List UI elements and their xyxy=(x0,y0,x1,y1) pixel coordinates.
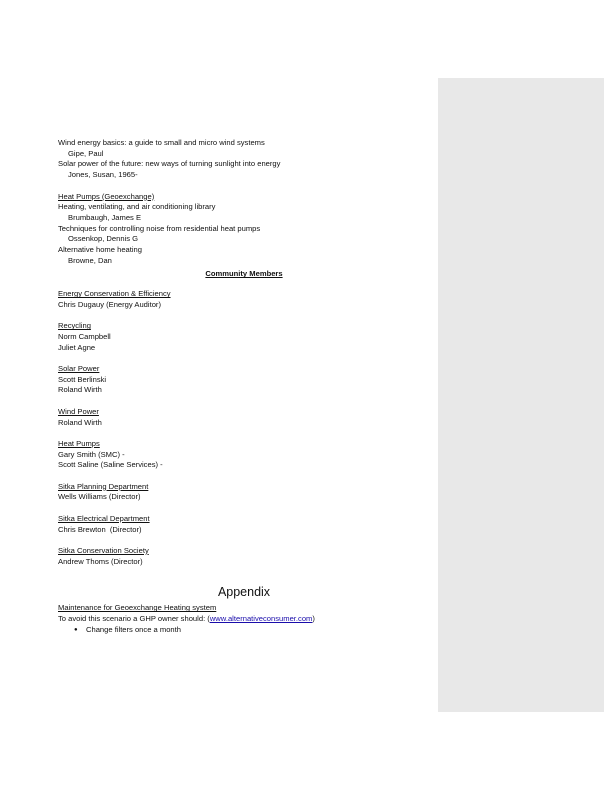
community-group xyxy=(58,364,430,396)
book-author: Brumbaugh, James E xyxy=(68,212,142,222)
community-group xyxy=(58,439,430,471)
book-author: Ossenkop, Dennis G xyxy=(68,234,139,244)
book-title: Techniques for controlling noise from residential heat pumps xyxy=(58,223,261,233)
member-name: Roland Wirth xyxy=(58,385,102,395)
book-list-renewables xyxy=(58,138,430,181)
appendix-title: Appendix xyxy=(217,585,271,600)
group-heading: Recycling xyxy=(58,321,91,331)
list-item xyxy=(58,625,430,636)
community-members-title: Community Members xyxy=(205,269,283,279)
page-edge xyxy=(604,0,612,792)
intro-suffix: ) xyxy=(312,614,315,623)
group-heading: Energy Conservation & Efficiency xyxy=(58,289,171,299)
book-title: Heating, ventilating, and air conditioning library xyxy=(58,202,216,212)
book-list-heat-pumps xyxy=(58,192,430,267)
community-group xyxy=(58,289,430,310)
member-name: Chris Brewton (Director) xyxy=(58,524,142,534)
group-heading: Sitka Electrical Department xyxy=(58,513,150,523)
member-name: Chris Dugauy (Energy Auditor) xyxy=(58,299,161,309)
member-name: Scott Berlinski xyxy=(58,374,107,384)
appendix-subheading: Maintenance for Geoexchange Heating system xyxy=(58,603,217,613)
member-name: Juliet Agne xyxy=(58,342,96,352)
book-title: Alternative home heating xyxy=(58,245,143,255)
comment-pane xyxy=(438,78,604,712)
group-heading: Wind Power xyxy=(58,406,99,416)
member-name: Roland Wirth xyxy=(58,417,102,427)
intro-prefix: To avoid this scenario a GHP owner should: ( xyxy=(58,614,210,623)
book-author: Browne, Dan xyxy=(68,255,112,265)
community-group xyxy=(58,321,430,353)
member-name: Gary Smith (SMC) - xyxy=(58,449,125,459)
member-name: Wells Williams (Director) xyxy=(58,492,141,502)
book-author: Gipe, Paul xyxy=(68,148,104,158)
member-name: Norm Campbell xyxy=(58,331,111,341)
community-group xyxy=(58,482,430,503)
member-name: Andrew Thoms (Director) xyxy=(58,556,143,566)
member-name: Scott Saline (Saline Services) - xyxy=(58,460,163,470)
list-item-text: Change filters once a month xyxy=(86,624,181,634)
section-heading: Heat Pumps (Geoexchange) xyxy=(58,191,155,201)
alternativeconsumer-link[interactable]: www.alternativeconsumer.com xyxy=(209,614,313,623)
document-body xyxy=(58,138,430,635)
group-heading: Sitka Planning Department xyxy=(58,481,149,491)
group-heading: Solar Power xyxy=(58,364,100,374)
group-heading: Heat Pumps xyxy=(58,438,100,448)
book-title: Solar power of the future: new ways of turning sunlight into energy xyxy=(58,159,281,169)
community-group xyxy=(58,546,430,567)
bullet-icon: ● xyxy=(74,626,78,633)
community-group xyxy=(58,407,430,428)
book-author: Jones, Susan, 1965- xyxy=(68,170,138,180)
community-group xyxy=(58,514,430,535)
book-title: Wind energy basics: a guide to small and micro wind systems xyxy=(58,138,265,147)
appendix-intro xyxy=(58,614,430,625)
group-heading: Sitka Conservation Society xyxy=(58,545,149,555)
